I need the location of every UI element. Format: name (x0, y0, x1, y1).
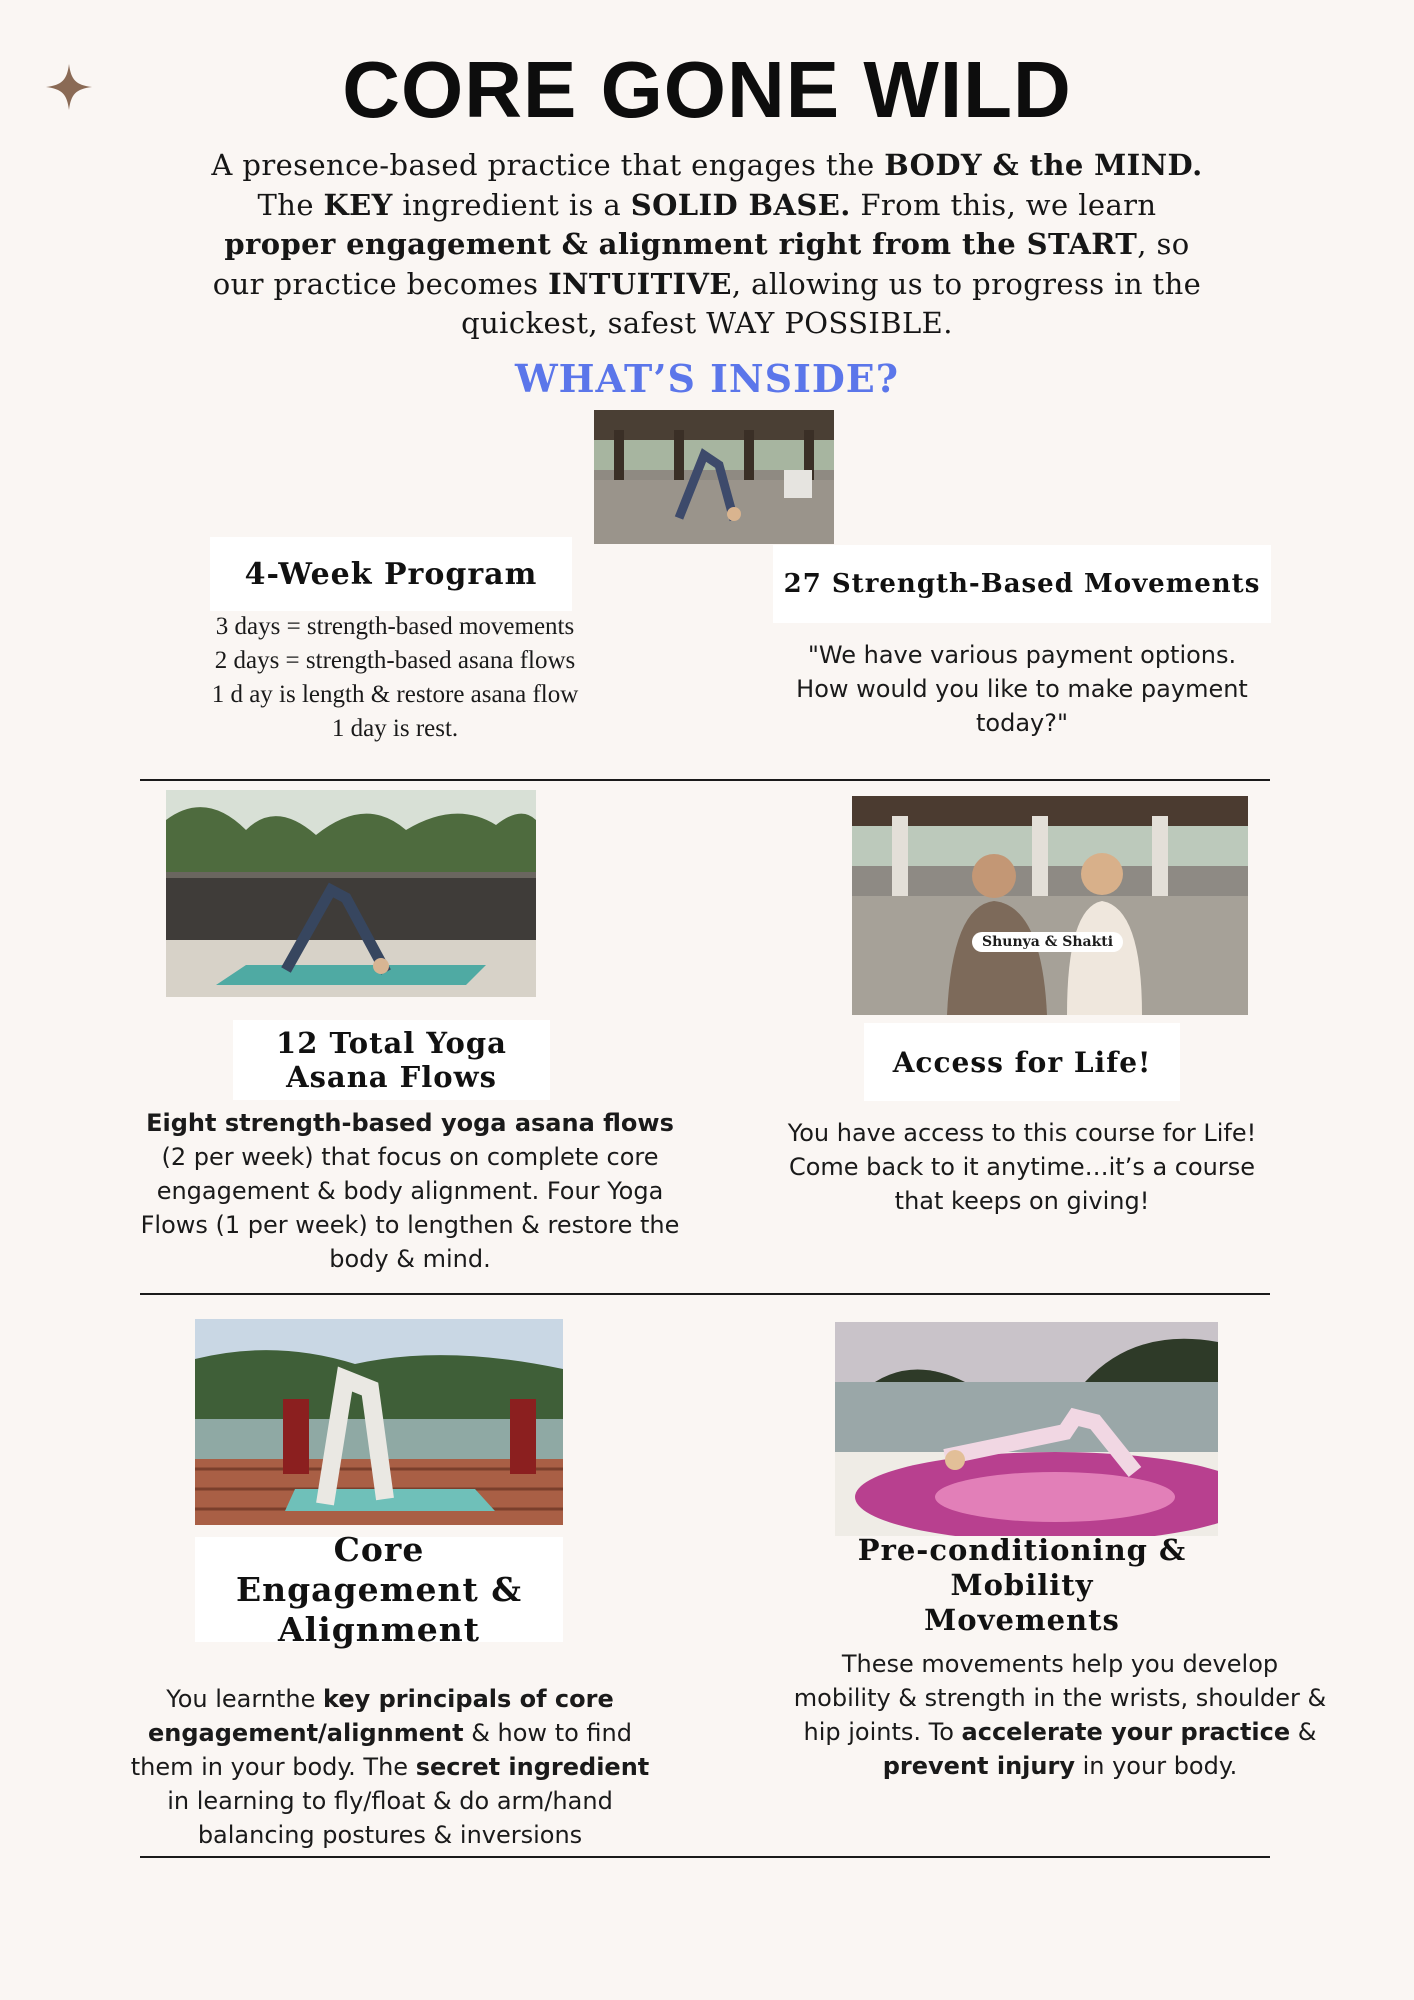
intro-paragraph: A presence-based practice that engages the BODY & the MIND. The KEY ingredient is a SOLID BASE. From this, we learn proper engagement & alignment right from the START, so our practice becomes INTUITIVE, allowing us to progress in the quickest, safest WAY POSSIBLE. (211, 148, 1203, 340)
program-label: 4-Week Program (210, 537, 572, 611)
photo-caption: Shunya & Shakti (972, 932, 1123, 952)
yoga-downdog-photo (166, 790, 536, 997)
instructors-photo (852, 796, 1248, 1015)
core-text: You learnthe key principals of core engagement/alignment & how to find them in your body. The secret ingredient in learning to fly/float & do arm/hand balancing postures & inversions (130, 1685, 650, 1849)
schedule-line: 1 day is rest. (331, 715, 459, 742)
yoga-pose-photo-top (594, 410, 834, 544)
flows-label: 12 Total Yoga Asana Flows (233, 1020, 550, 1100)
precond-label: Pre-conditioning & Mobility Movements (857, 1532, 1187, 1637)
yoga-dock-photo (195, 1319, 563, 1525)
program-schedule (140, 610, 650, 746)
precond-text: These movements help you develop mobility & strength in the wrists, shoulder & hip joints. To accelerate your practice & prevent injury in your body. (793, 1650, 1327, 1780)
yoga-boat-photo (835, 1322, 1218, 1536)
schedule-line: 1 d ay is length & restore asana flow (211, 681, 579, 708)
divider (140, 1856, 1270, 1858)
core-label: Core Engagement & Alignment (195, 1537, 563, 1642)
flows-text: Eight strength-based yoga asana flows (2 per week) that focus on complete core engagement & body alignment. Four Yoga Flows (1 per week) to lengthen & restore the body & mind. (140, 1109, 680, 1273)
divider (140, 1293, 1270, 1295)
movements-text: "We have various payment options. How would you like to make payment today?" (796, 641, 1248, 737)
section-heading: WHAT’S INSIDE? (514, 356, 900, 401)
access-label: Access for Life! (864, 1023, 1180, 1101)
access-text: You have access to this course for Life! Come back to it anytime…it’s a course that keeps on giving! (787, 1119, 1257, 1215)
schedule-line: 2 days = strength-based asana flows (214, 647, 576, 674)
movements-label: 27 Strength-Based Movements (773, 545, 1271, 623)
divider (140, 779, 1270, 781)
page-title: CORE GONE WILD (342, 45, 1072, 134)
schedule-line: 3 days = strength-based movements (215, 613, 575, 640)
